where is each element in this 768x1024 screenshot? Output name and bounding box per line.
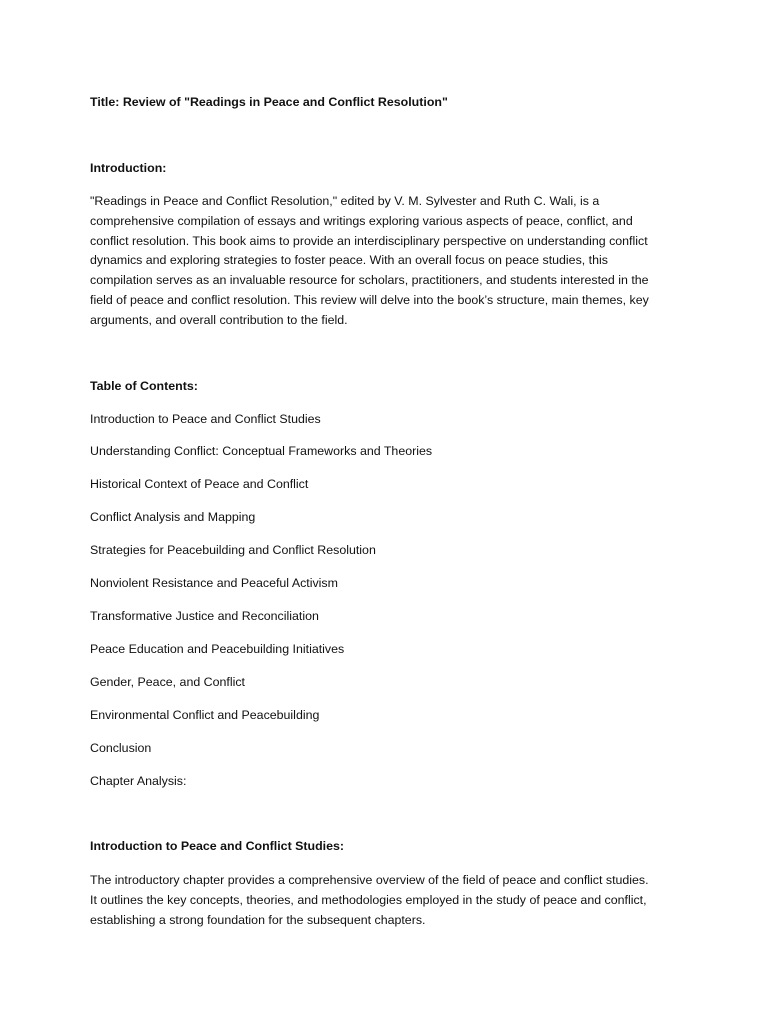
toc-item: Conclusion: [90, 741, 152, 755]
toc-item: Chapter Analysis:: [90, 774, 187, 788]
introduction-line: "Readings in Peace and Conflict Resolution," edited by V. M. Sylvester and Ruth C. Wali, is a: [90, 194, 600, 208]
toc-item: Transformative Justice and Reconciliation: [90, 609, 319, 623]
introduction-line: field of peace and conflict resolution. This review will delve into the book’s structure, main themes, key: [90, 293, 649, 307]
introduction-heading: Introduction:: [90, 161, 167, 175]
chapter-line: establishing a strong foundation for the subsequent chapters.: [90, 913, 426, 927]
introduction-line: compilation serves as an invaluable resource for scholars, practitioners, and students interested in the: [90, 273, 649, 287]
toc-item: Peace Education and Peacebuilding Initiatives: [90, 642, 345, 656]
toc-item: Nonviolent Resistance and Peaceful Activism: [90, 576, 338, 590]
toc-item: Gender, Peace, and Conflict: [90, 675, 245, 689]
toc-item: Conflict Analysis and Mapping: [90, 510, 256, 524]
document-title: Title: Review of "Readings in Peace and Conflict Resolution": [90, 95, 448, 109]
toc-item: Strategies for Peacebuilding and Conflict Resolution: [90, 543, 376, 557]
introduction-line: conflict resolution. This book aims to provide an interdisciplinary perspective on understanding conflict: [90, 234, 648, 248]
chapter-heading: Introduction to Peace and Conflict Studies:: [90, 839, 345, 853]
toc-item: Historical Context of Peace and Conflict: [90, 477, 309, 491]
chapter-line: It outlines the key concepts, theories, and methodologies employed in the study of peace and conflict,: [90, 893, 647, 907]
introduction-line: comprehensive compilation of essays and writings exploring various aspects of peace, conflict, and: [90, 214, 633, 228]
toc-item: Introduction to Peace and Conflict Studies: [90, 412, 321, 426]
introduction-line: arguments, and overall contribution to the field.: [90, 313, 348, 327]
chapter-line: The introductory chapter provides a comprehensive overview of the field of peace and conflict studies.: [90, 873, 649, 887]
toc-item: Environmental Conflict and Peacebuilding: [90, 708, 320, 722]
toc-item: Understanding Conflict: Conceptual Frameworks and Theories: [90, 444, 433, 458]
toc-heading: Table of Contents:: [90, 379, 198, 393]
introduction-line: dynamics and exploring strategies to foster peace. With an overall focus on peace studies, this: [90, 253, 608, 267]
